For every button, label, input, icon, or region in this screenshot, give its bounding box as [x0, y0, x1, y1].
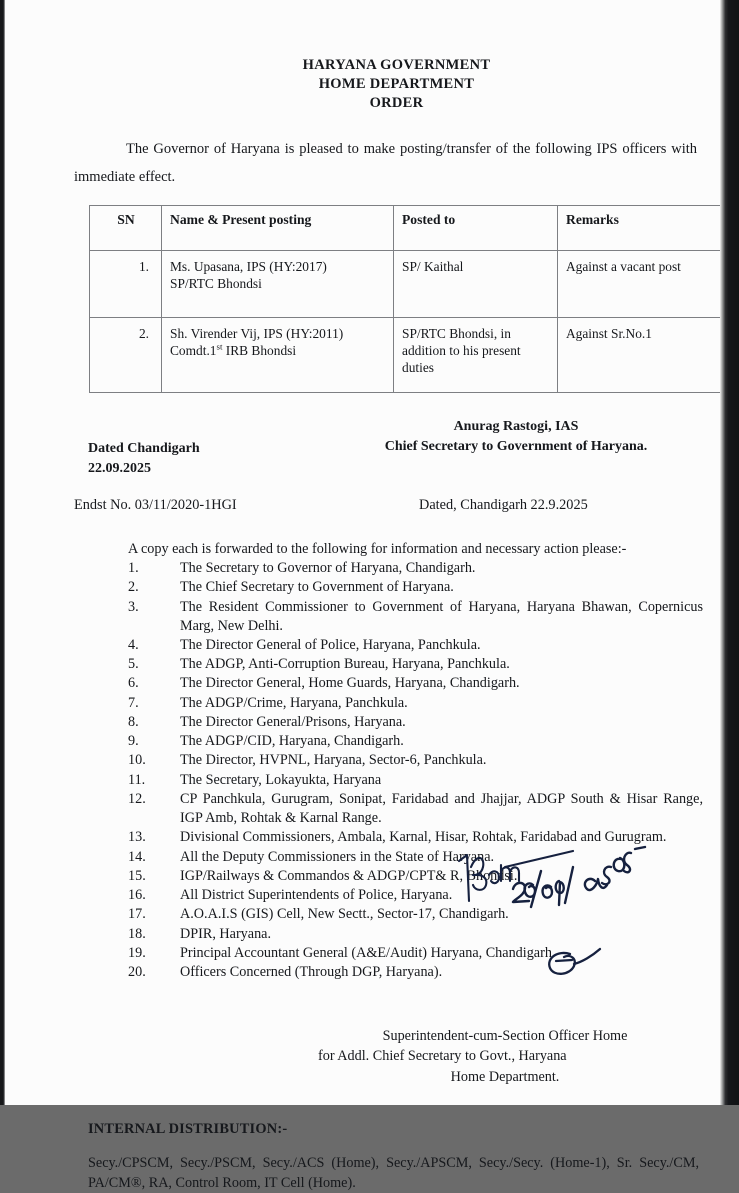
list-item-number: 1. — [128, 560, 139, 577]
list-item — [128, 905, 703, 924]
order-signature-block — [74, 417, 719, 481]
signatory-name: Anurag Rastogi, IAS — [453, 419, 579, 435]
list-item-number: 17. — [128, 906, 146, 923]
internal-distribution-body: Secy./CPSCM, Secy./PSCM, Secy./ACS (Home), Secy./APSCM, Secy./Secy. (Home-1), Sr. Secy./CM, PA/CM®, RA, Control Room, IT Cell (Home). — [88, 1154, 699, 1191]
cell-posted-to: SP/ Kaithal — [394, 251, 558, 318]
list-item-text: A.O.A.I.S (GIS) Cell, New Sectt., Sector-17, Chandigarh. — [180, 906, 509, 923]
list-item — [128, 636, 703, 655]
cell-name-line1: Sh. Virender Vij, IPS (HY:2011) — [170, 326, 344, 342]
list-item — [128, 944, 703, 963]
list-item-number: 4. — [128, 637, 139, 653]
list-item-number: 6. — [128, 675, 139, 692]
list-item — [128, 790, 703, 828]
list-item-text: The Director General/Prisons, Haryana. — [180, 713, 406, 730]
list-item — [128, 655, 703, 674]
list-item-number: 11. — [128, 771, 146, 788]
list-item-text: The Secretary to Governor of Haryana, Chandigarh. — [180, 560, 476, 577]
list-item-text: The ADGP, Anti-Corruption Bureau, Haryana, Panchkula. — [180, 656, 510, 673]
list-item-text: All District Superintendents of Police, Haryana. — [180, 887, 453, 904]
endorsement-number: Endst No. 03/11/2020-1HGI — [74, 497, 237, 514]
list-item-text: CP Panchkula, Gurugram, Sonipat, Faridabad and Jhajjar, ADGP South & Hisar Range, IGP Amb, Rohtak & Karnal Range. — [180, 790, 703, 827]
cell-name — [162, 318, 394, 393]
list-item — [128, 848, 703, 867]
footer-signature-line3: Home Department. — [450, 1068, 560, 1085]
heading-government: HARYANA GOVERNMENT — [302, 57, 491, 73]
list-item — [128, 559, 703, 578]
cell-name-line2-pre: Comdt.1 — [170, 343, 217, 359]
list-item-text: The Director General, Home Guards, Haryana, Chandigarh. — [180, 675, 520, 692]
cell-remarks: Against Sr.No.1 — [558, 318, 722, 393]
list-item — [128, 886, 703, 905]
list-item — [128, 732, 703, 751]
distribution-list — [128, 559, 719, 982]
list-item-number: 7. — [128, 694, 139, 711]
list-item-text: The Director General of Police, Haryana, Panchkula. — [180, 637, 481, 653]
list-item-number: 10. — [128, 752, 146, 769]
list-item-number: 13. — [128, 829, 146, 846]
list-item — [128, 771, 703, 790]
heading-order: ORDER — [369, 94, 424, 111]
heading-department: HOME DEPARTMENT — [318, 75, 475, 92]
signatory — [336, 417, 696, 458]
order-dateline — [88, 439, 200, 480]
footer-signature-line1: Superintendent-cum-Section Officer Home — [382, 1028, 628, 1045]
list-item-text: Principal Accountant General (A&E/Audit) Haryana, Chandigarh. — [180, 944, 556, 961]
list-item-number: 3. — [128, 598, 139, 615]
column-header-sn: SN — [90, 206, 162, 251]
list-item-number: 19. — [128, 944, 146, 961]
cell-remarks: Against a vacant post — [558, 251, 722, 318]
list-item-text: DPIR, Haryana. — [180, 925, 272, 942]
dateline-place: Dated Chandigarh — [88, 441, 200, 457]
list-item-text: The ADGP/Crime, Haryana, Panchkula. — [180, 694, 408, 711]
endorsement-date: Dated, Chandigarh 22.9.2025 — [419, 497, 588, 514]
list-item-text: Divisional Commissioners, Ambala, Karnal, Hisar, Rohtak, Faridabad and Gurugram. — [180, 829, 667, 846]
list-item-text: All the Deputy Commissioners in the State of Haryana. — [180, 848, 495, 865]
list-item-text: The Chief Secretary to Government of Haryana. — [180, 579, 454, 596]
cell-name-line1: Ms. Upasana, IPS (HY:2017) — [170, 259, 327, 275]
list-item-number: 15. — [128, 867, 146, 884]
list-item — [128, 867, 703, 886]
cell-name-line2-post: IRB Bhondsi — [222, 343, 297, 359]
column-header-remarks: Remarks — [558, 206, 722, 251]
posting-table — [89, 205, 722, 393]
list-item — [128, 578, 703, 597]
list-item-text: The Resident Commissioner to Government of Haryana, Haryana Bhawan, Copernicus Marg, New Delhi. — [180, 598, 703, 634]
list-item-number: 8. — [128, 713, 139, 730]
table-header-row — [90, 206, 722, 251]
cell-name — [162, 251, 394, 318]
cell-sn: 2. — [90, 318, 162, 393]
list-item-text: The Secretary, Lokayukta, Haryana — [180, 771, 382, 788]
list-item-number: 18. — [128, 925, 146, 942]
endorsement-row — [74, 497, 719, 523]
list-item-number: 14. — [128, 848, 146, 865]
intro-paragraph: The Governor of Haryana is pleased to make posting/transfer of the following IPS officers with immediate effect. — [74, 140, 697, 185]
list-item — [128, 751, 703, 770]
cell-name-line2-superscript: st — [216, 341, 223, 352]
list-item-number: 12. — [128, 790, 146, 807]
list-item-number: 2. — [128, 579, 139, 596]
list-item — [128, 828, 703, 847]
list-item-number: 5. — [128, 656, 139, 673]
scan-edge-left — [0, 0, 5, 1105]
list-item — [128, 694, 703, 713]
cell-sn: 1. — [90, 251, 162, 318]
footer-signature-block — [314, 1026, 696, 1086]
cell-posted-to: SP/RTC Bhondsi, in addition to his present duties — [394, 318, 558, 393]
list-item-number: 16. — [128, 887, 146, 904]
table-header — [90, 206, 722, 251]
signatory-designation: Chief Secretary to Government of Haryana. — [384, 439, 648, 455]
table-body — [90, 251, 722, 393]
dateline-date: 22.09.2025 — [88, 461, 151, 477]
list-item — [128, 674, 703, 693]
list-item-text: The ADGP/CID, Haryana, Chandigarh. — [180, 733, 404, 750]
list-item — [128, 598, 703, 636]
copy-forwarded-line: A copy each is forwarded to the following for information and necessary action please:- — [128, 541, 627, 558]
list-item — [128, 925, 703, 944]
list-item — [128, 963, 703, 982]
list-item-number: 9. — [128, 733, 139, 750]
table-row — [90, 251, 722, 318]
column-header-name: Name & Present posting — [162, 206, 394, 251]
internal-distribution-heading: INTERNAL DISTRIBUTION:- — [88, 1120, 288, 1137]
list-item — [128, 713, 703, 732]
list-item-text: Officers Concerned (Through DGP, Haryana). — [180, 963, 443, 980]
scan-edge-right — [720, 0, 739, 1105]
table-row — [90, 318, 722, 393]
list-item-text: The Director, HVPNL, Haryana, Sector-6, Panchkula. — [180, 752, 487, 769]
document-heading — [74, 56, 719, 113]
footer-signature-line2: for Addl. Chief Secretary to Govt., Haryana — [318, 1048, 567, 1065]
list-item-text: IGP/Railways & Commandos & ADGP/CPT& R, Bhondsi. — [180, 867, 518, 884]
column-header-posted-to: Posted to — [394, 206, 558, 251]
list-item-number: 20. — [128, 963, 146, 980]
cell-name-line2: SP/RTC Bhondsi — [170, 276, 262, 292]
